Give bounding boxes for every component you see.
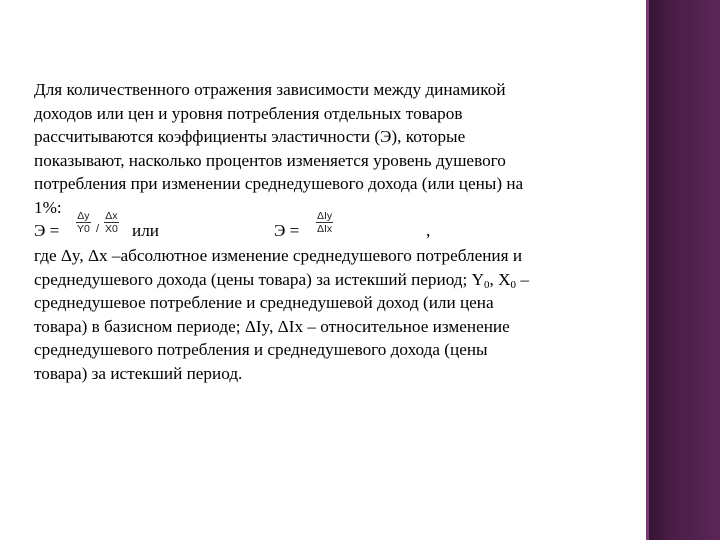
formula1-lhs: Э = (34, 221, 60, 240)
explanation-line: товара) за истекший период. (34, 363, 243, 383)
subscript: 0 (510, 278, 517, 291)
subscript: 0 (484, 278, 490, 291)
decorative-sidebar (640, 0, 720, 540)
explanation-line: где Δy, Δx –абсолютное изменение среднедушевого потребления и (34, 246, 523, 265)
explanation-text: среднедушевого дохода (цены товара) за истекший период; Y (34, 269, 485, 289)
formula1-fraction-x (104, 210, 119, 235)
paragraph-line: 1%: (34, 197, 62, 217)
slide-body (34, 78, 632, 385)
paragraph-line: показывают, насколько процентов изменяется уровень душевого (34, 150, 506, 170)
paragraph-line: доходов или цен и уровня потребления отдельных товаров (34, 103, 463, 123)
formula-comma: , (426, 221, 431, 240)
explanation-line (34, 268, 632, 292)
formula1-slash: / (96, 223, 100, 235)
elasticity-formulas (34, 210, 632, 244)
paragraph-line: Для количественного отражения зависимости между динамикой (34, 80, 506, 99)
formula1-denominator-y: Y0 (77, 223, 90, 235)
sidebar-edge-accent (646, 0, 649, 540)
paragraph-line: потребления при изменении среднедушевого дохода (или цены) на (34, 174, 524, 193)
formula1-numerator-y: Δy (77, 210, 90, 222)
formula2-denominator: ΔIx (317, 223, 333, 235)
formula2-fraction (316, 210, 333, 235)
formula2-lhs: Э = (274, 221, 300, 240)
explanation-line: среднедушевое потребление и среднедушевой доход (или цена (34, 293, 494, 312)
explanation-line: товара) в базисном периоде; ΔIy, ΔIx – относительное изменение (34, 316, 510, 336)
explanation-line: среднедушевого потребления и среднедушевого дохода (цены (34, 340, 488, 359)
or-connector: или (132, 221, 159, 240)
formula1-numerator-x: Δx (105, 210, 118, 222)
formula1-denominator-x: X0 (105, 223, 118, 235)
formula1-fraction-y (76, 210, 91, 235)
formula2-numerator: ΔIy (317, 210, 333, 222)
explanation-text: – (516, 269, 529, 289)
paragraph-line: рассчитываются коэффициенты эластичности (Э), которые (34, 127, 466, 146)
explanation-text: , X (489, 269, 511, 289)
